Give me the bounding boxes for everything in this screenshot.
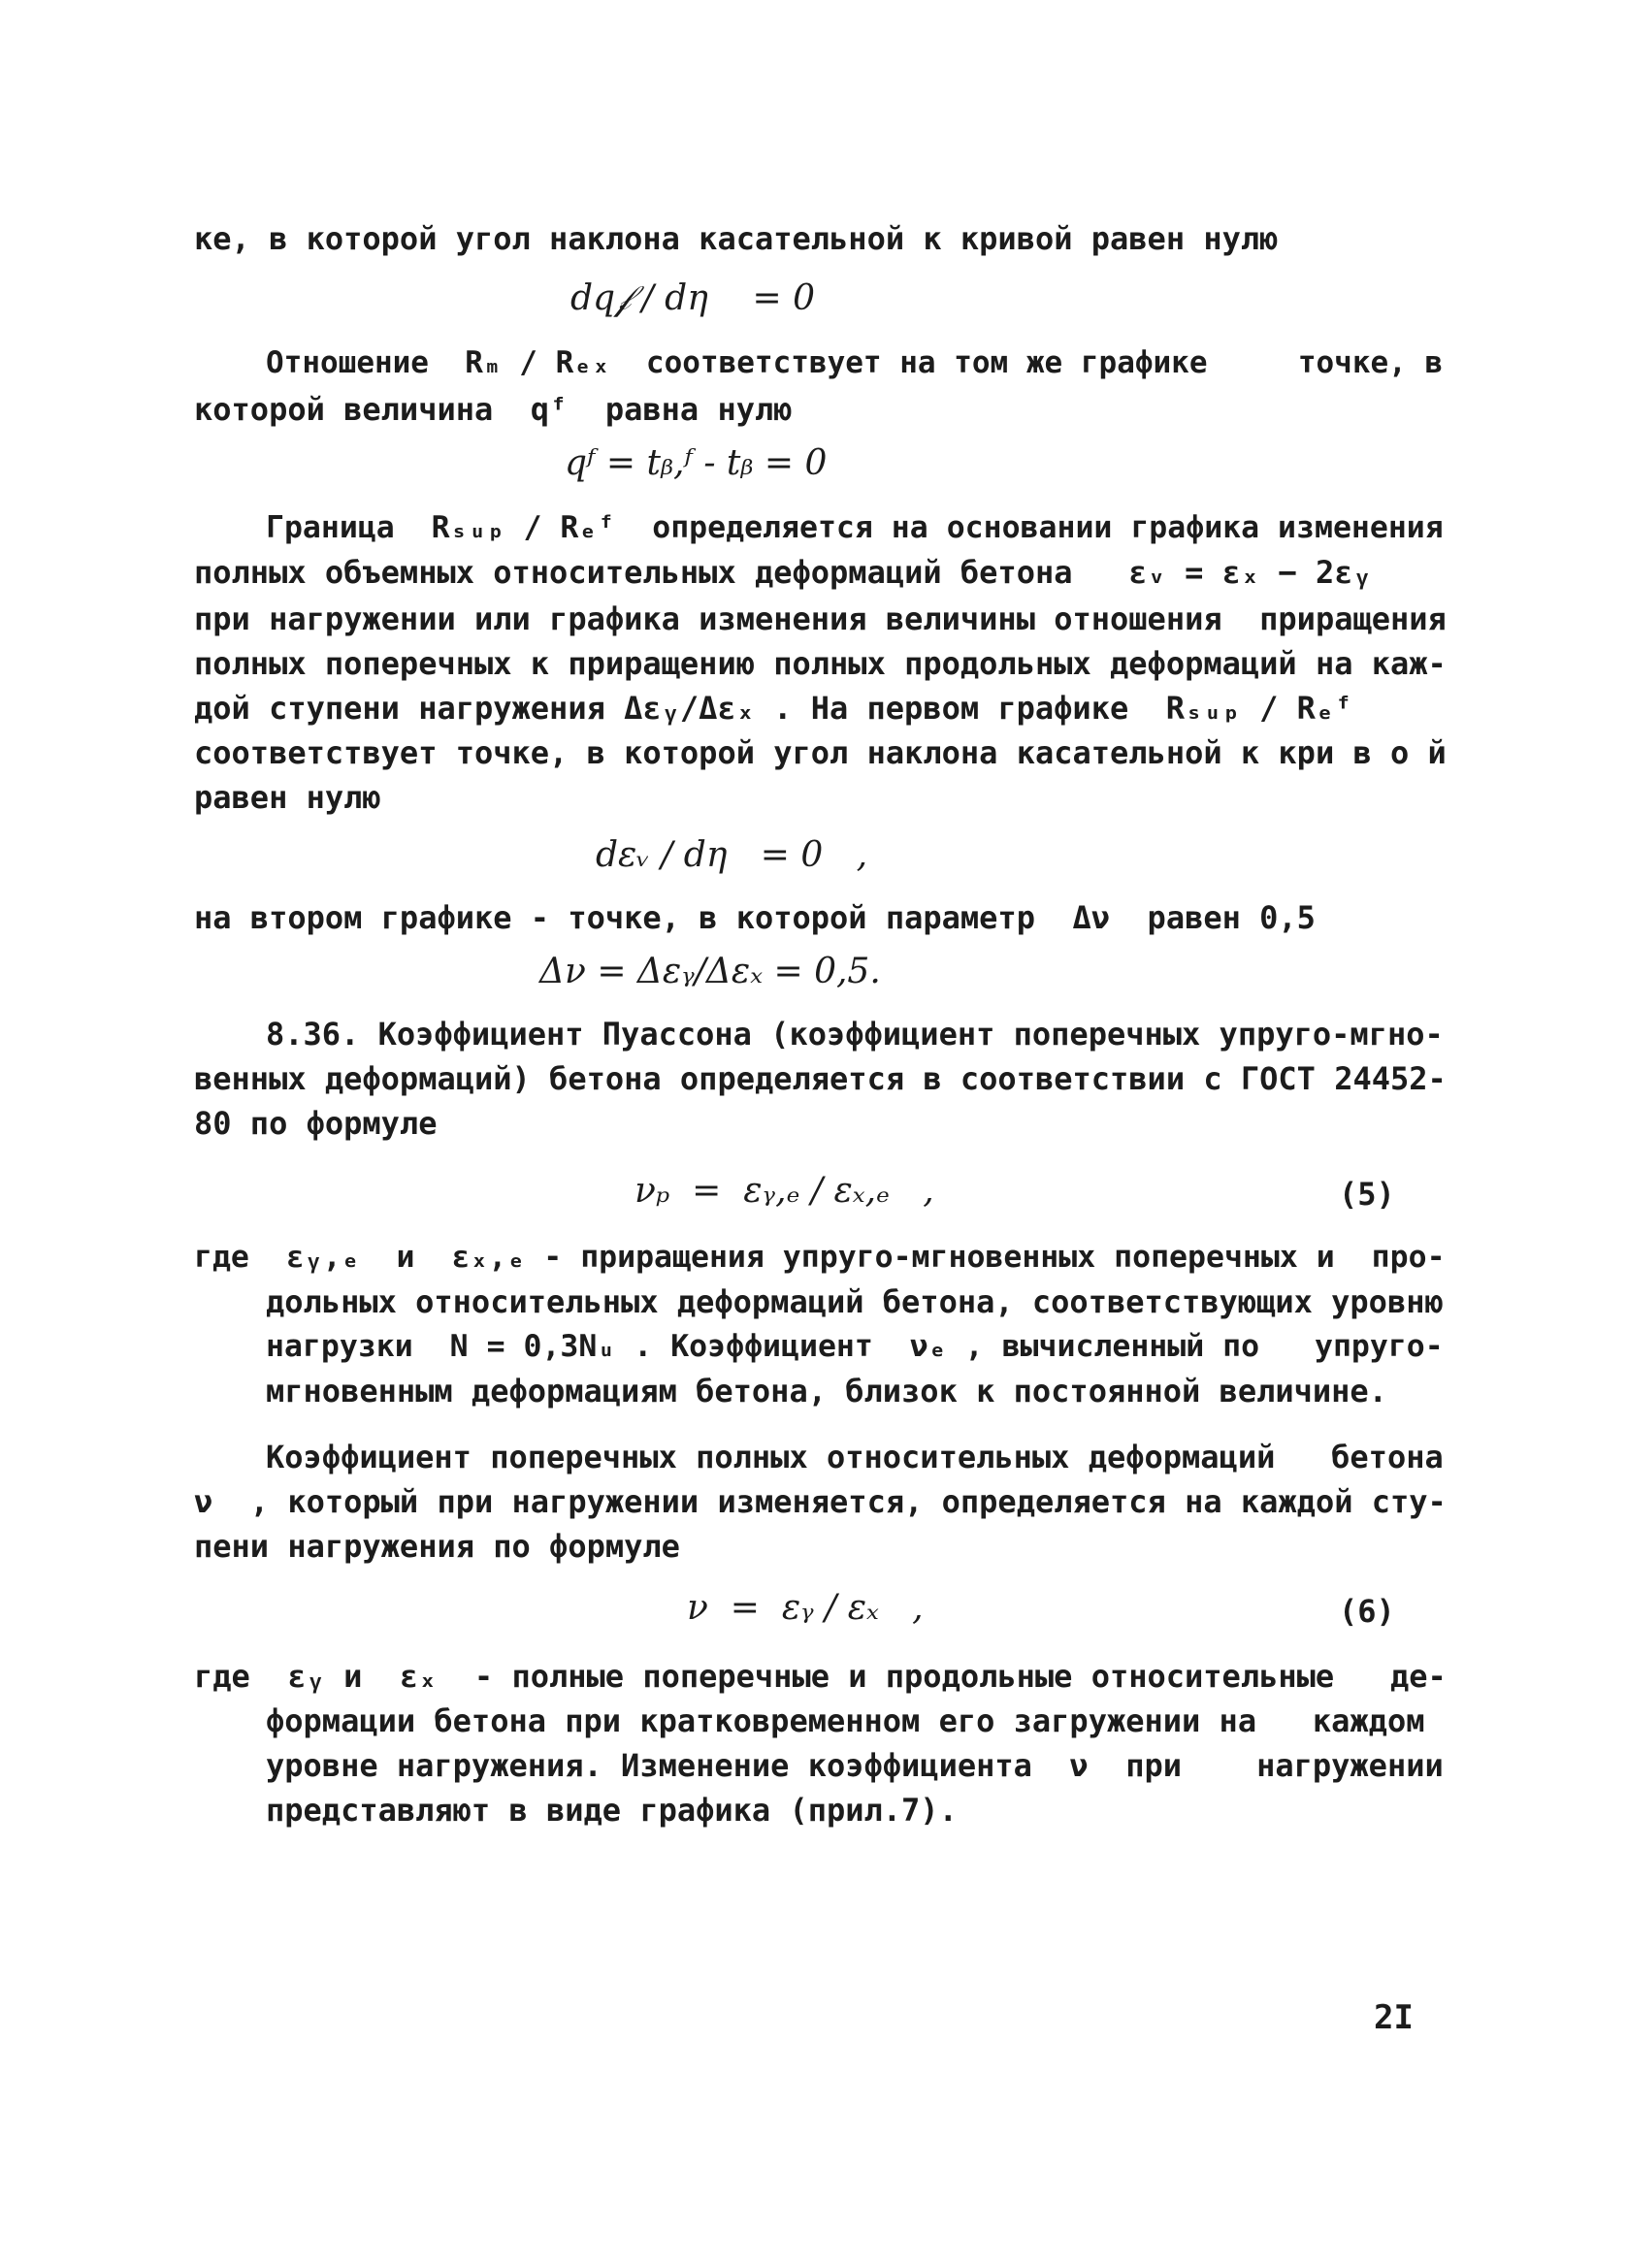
text-line: Отношение Rₘ / Rₑₓ соответствует на том же графике точке, в (266, 345, 1444, 380)
equation-number: (6) (1339, 1593, 1395, 1630)
text-line: ν , который при нагружении изменяется, определяется на каждой сту- (194, 1483, 1447, 1520)
text-line: представляют в виде графика (прил.7). (266, 1792, 958, 1829)
text-line: уровне нагружения. Изменение коэффициента ν при нагружении (266, 1747, 1444, 1784)
formula: qᶠ = tᵦ,ᶠ - tᵦ = 0 (565, 443, 828, 483)
text-line: где εᵧ и εₓ - полные поперечные и продольные относительные де- (194, 1658, 1447, 1695)
text-line: полных объемных относительных деформаций бетона εᵥ = εₓ − 2εᵧ (194, 554, 1372, 591)
text-line: мгновенным деформациям бетона, близок к постоянной величине. (266, 1373, 1387, 1409)
text-line: нагрузки N = 0,3Nᵤ . Коэффициент νₑ , вычисленный по упруго- (266, 1329, 1444, 1364)
text-line: венных деформаций) бетона определяется в соответствии с ГОСТ 24452- (194, 1060, 1447, 1097)
text-line: на втором графике - точке, в которой параметр Δν равен 0,5 (194, 899, 1316, 936)
text-line: Коэффициент поперечных полных относительных деформаций бетона (266, 1439, 1444, 1475)
formula: dq𝒻 / dη = 0 (570, 278, 816, 318)
formula: νₚ = εᵧ,ₑ / εₓ,ₑ , (635, 1171, 934, 1211)
text-line: 8.36. Коэффициент Пуассона (коэффициент поперечных упруго-мгно- (266, 1016, 1444, 1053)
formula: ν = εᵧ / εₓ , (687, 1588, 924, 1628)
text-line: дой ступени нагружения Δεᵧ/Δεₓ . На первом графике Rₛᵤₚ / Rₑᶠ (194, 690, 1353, 727)
text-line: которой величина qᶠ равна нулю (194, 391, 793, 428)
text-line: при нагружении или графика изменения величины отношения приращения (194, 600, 1447, 637)
text-line: полных поперечных к приращению полных продольных деформаций на каж- (194, 645, 1447, 682)
text-line: соответствует точке, в которой угол наклона касательной к кри в о й (194, 734, 1447, 771)
text-line: где εᵧ,ₑ и εₓ,ₑ - приращения упруго-мгновенных поперечных и про- (194, 1240, 1446, 1275)
formula: dεᵥ / dη = 0 , (596, 835, 868, 875)
text-line: Граница Rₛᵤₚ / Rₑᶠ определяется на основании графика изменения (266, 510, 1444, 545)
equation-number: (5) (1339, 1176, 1395, 1213)
text-line: формации бетона при кратковременном его загружении на каждом (266, 1702, 1425, 1739)
formula: Δν = Δεᵧ/Δεₓ = 0,5. (539, 952, 881, 991)
text-line: ке, в которой угол наклона касательной к кривой равен нулю (194, 220, 1279, 257)
text-line: дольных относительных деформаций бетона, соответствующих уровню (266, 1283, 1444, 1320)
text-line: 80 по формуле (194, 1105, 438, 1142)
text-line: равен нулю (194, 779, 381, 816)
page-number: 2I (1374, 1998, 1414, 2037)
text-line: пени нагружения по формуле (194, 1528, 680, 1565)
